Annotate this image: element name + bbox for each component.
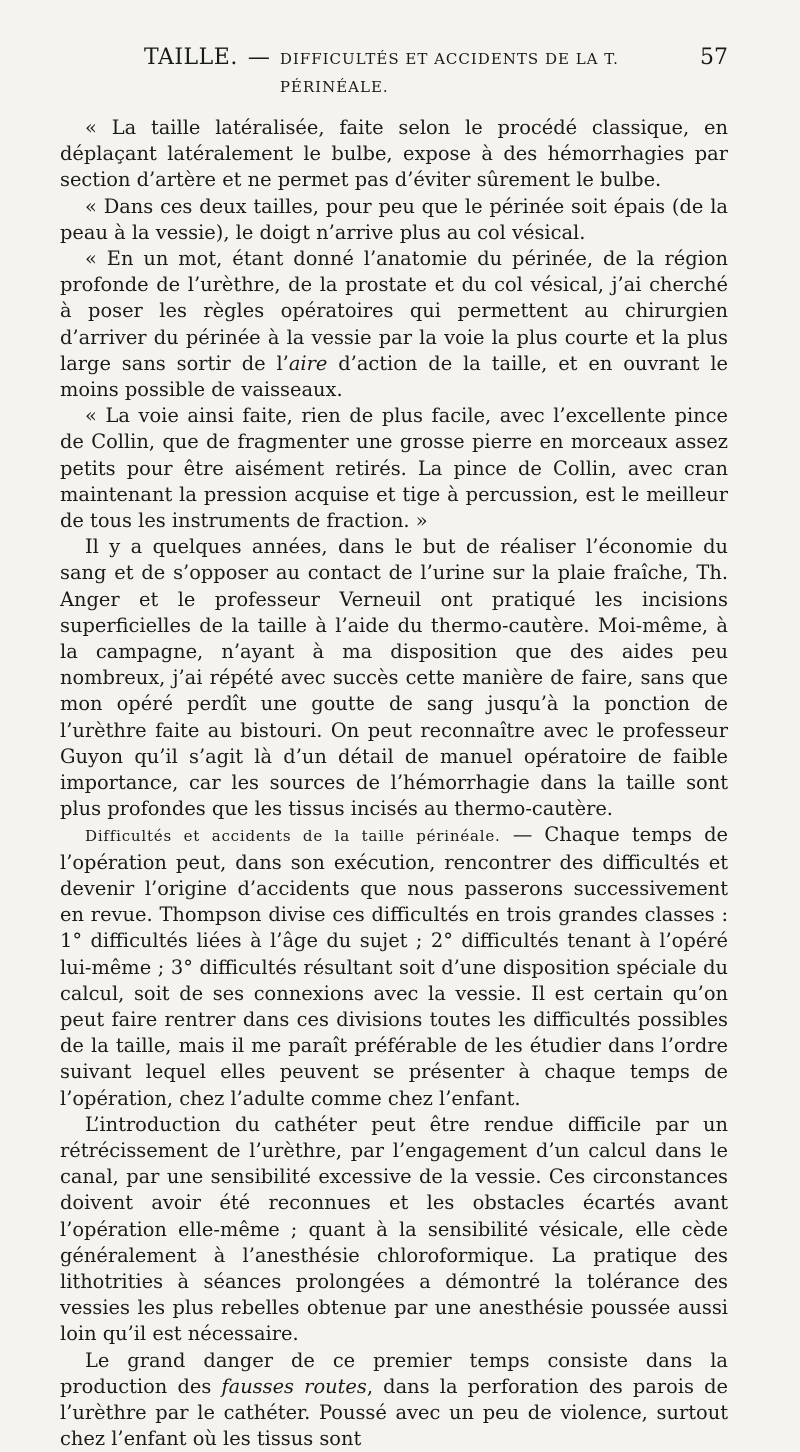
header-dash: — xyxy=(247,45,270,70)
running-subtitle: DIFFICULTÉS ET ACCIDENTS DE LA T. PÉRINÉALE. xyxy=(279,50,619,96)
text-run: — Chaque temps de l’opération peut, dans son exécution, rencontrer des difficultés et devenir l’origine d’accidents que nous passerons successivement en revue. Thompson divise ces difficultés en trois grandes classes : 1° difficultés liées à l’âge du sujet ; 2° difficultés tenant à l’opéré lui-même ; 3° difficultés résultant soit d’une disposition spéciale du calcul, soit de ses connexions avec la vessie. Il est certain qu’on peut faire rentrer dans ces divisions toutes les difficultés possibles de la taille, mais il me paraît préférable de les étudier dans l’ordre suivant lequel elles peuvent se présenter à chaque temps de l’opération, chez l’adulte comme chez l’enfant. xyxy=(60,823,728,1110)
running-header xyxy=(60,44,728,101)
text-run: « En un mot, étant donné l’anatomie du périnée, de la région profonde de l’urèthre, de la prostate et du col vésical, j’ai cherché à poser les règles opératoires qui permettent au chirurgien d’arriver du périnée à la vessie par la voie la plus courte et la plus large sans sortir de l’ xyxy=(60,247,728,375)
paragraph-quote-two-tailles: « Dans ces deux tailles, pour peu que le périnée soit épais (de la peau à la vessie), le doigt n’arrive plus au col vésical. xyxy=(60,194,728,244)
text-run: Le grand danger de ce premier temps consiste dans la production des xyxy=(60,1348,728,1398)
paragraph-thermo-cautere: Il y a quelques années, dans le but de réaliser l’économie du sang et de s’opposer au contact de l’urine sur la plaie fraîche, Th. Anger et le professeur Verneuil ont pratiqué les incisions superficielles de la taille à l’aide du thermo-cautère. Moi-même, à la campagne, n’ayant à ma disposition que des aides peu nombreux, j’ai répété avec succès cette manière de faire, sans que mon opéré perdît une goutte de sang jusqu’à la ponction de l’urèthre faite au bistouri. On peut reconnaître avec le professeur Guyon qu’il s’agit là d’un détail de manuel opératoire de faible importance, car les sources de l’hémorrhagie dans la taille sont plus profondes que les tissus incisés au thermo-cautère. xyxy=(60,535,728,821)
paragraph-quote-anatomy xyxy=(60,246,728,403)
paragraph-quote-collin-forceps: « La voie ainsi faite, rien de plus facile, avec l’excellente pince de Collin, que de fragmenter une grosse pierre en morceaux assez petits pour être aisément retirés. La pince de Collin, avec cran maintenant la pression acquise et tige à percussion, est le meilleur de tous les instruments de fraction. » xyxy=(60,404,728,533)
paragraph-difficulties xyxy=(60,822,728,1111)
italic-term: fausses routes xyxy=(221,1374,367,1398)
body-text xyxy=(60,115,728,1452)
paragraph-fausses-routes xyxy=(60,1348,728,1452)
page-number: 57 xyxy=(700,45,728,70)
section-heading: Difficultés et accidents de la taille périnéale. xyxy=(85,827,501,846)
text-run: , dans la perforation des parois de l’urèthre par le cathéter. Poussé avec un peu de violence, surtout chez l’enfant où les tissus sont xyxy=(60,1374,728,1451)
running-title: TAILLE. xyxy=(144,45,238,70)
paragraph-quote-lateralized: « La taille latéralisée, faite selon le procédé classique, en déplaçant latéralement le bulbe, expose à des hémorrhagies par section d’artère et ne permet pas d’éviter sûrement le bulbe. xyxy=(60,116,728,192)
italic-term: aire xyxy=(288,351,328,375)
paragraph-catheter: L’introduction du cathéter peut être rendue difficile par un rétrécissement de l’urèthre, par l’engagement d’un calcul dans le canal, par une sensibilité excessive de la vessie. Ces circonstances doivent avoir été reconnues et les obstacles écartés avant l’opération elle-même ; quant à la sensibilité vésicale, elle cède généralement à l’anesthésie chloroformique. La pratique des lithotrities à séances prolongées a démontré la tolérance des vessies les plus rebelles obtenue par une anesthésie poussée aussi loin qu’il est nécessaire. xyxy=(60,1112,728,1346)
text-run: d’action de la taille, et en ouvrant le moins possible de vaisseaux. xyxy=(60,351,728,402)
